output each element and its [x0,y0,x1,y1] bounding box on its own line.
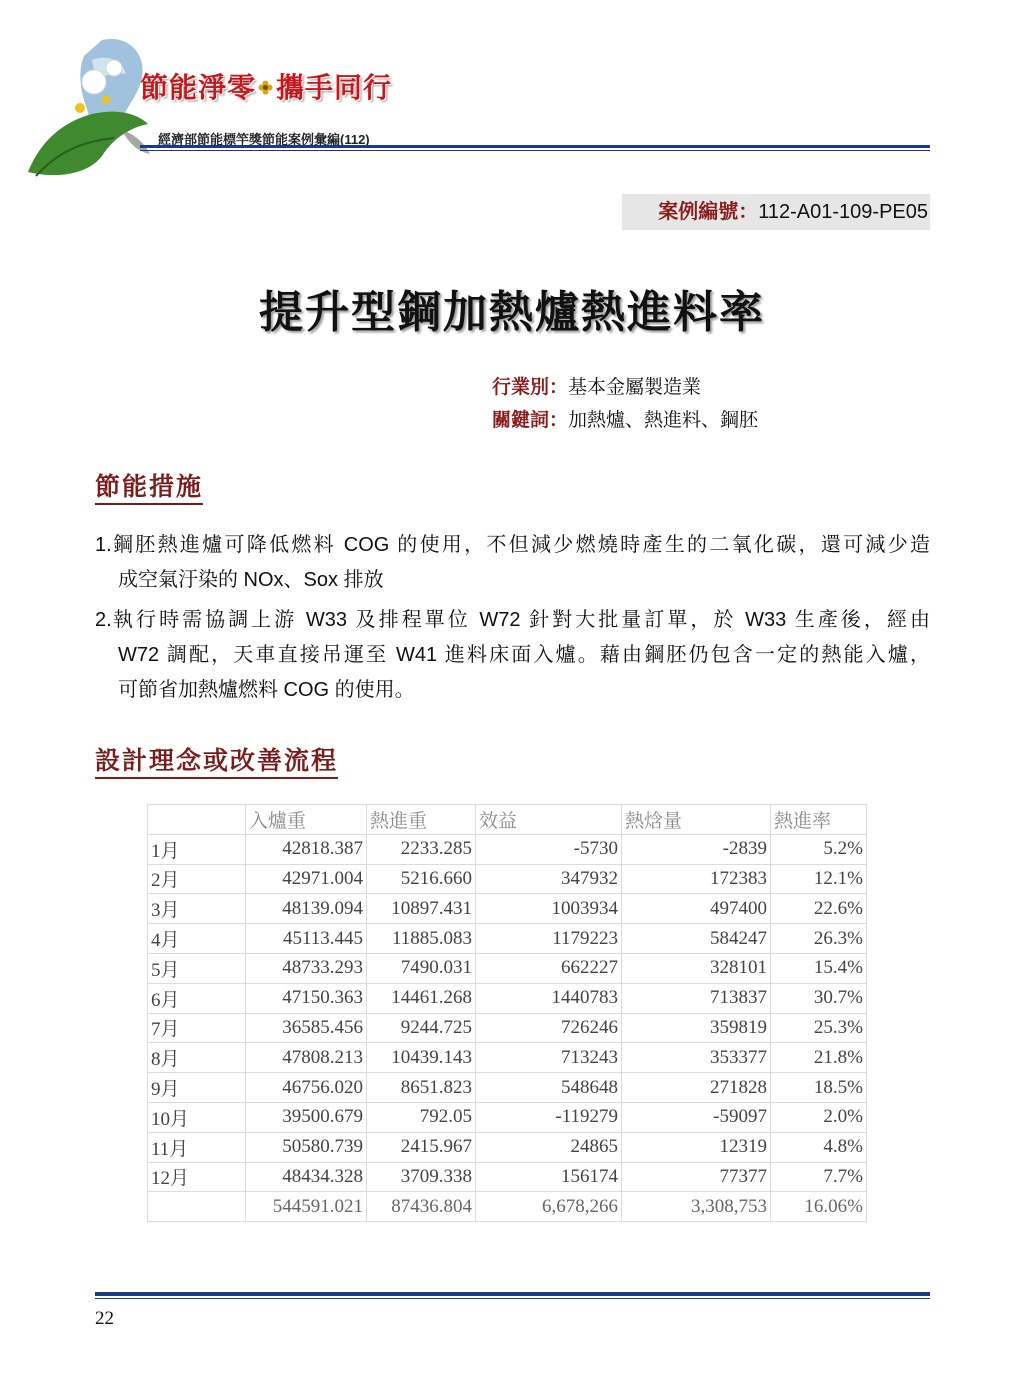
hot-charge-rate-cell: 25.3% [771,1013,867,1043]
table-row [148,1102,867,1132]
hot-charge-weight-cell: 10439.143 [367,1043,476,1073]
table-header-cell: 入爐重 [246,805,367,835]
table-header-cell [148,805,246,835]
page-number: 22 [95,1308,114,1329]
benefit-cell: 662227 [476,953,622,983]
input-weight-cell: 45113.445 [246,924,367,954]
enthalpy-cell: 353377 [622,1043,771,1073]
enthalpy-cell: 328101 [622,953,771,983]
benefit-cell: 1179223 [476,924,622,954]
month-cell: 5月 [148,953,246,983]
table-header-cell: 效益 [476,805,622,835]
table-row [148,983,867,1013]
benefit-cell: -119279 [476,1102,622,1132]
input-weight-cell: 47808.213 [246,1043,367,1073]
hot-charge-weight-cell: 7490.031 [367,953,476,983]
section-heading-design: 設計理念或改善流程 [95,746,338,779]
table-row [148,1043,867,1073]
input-weight-cell: 544591.021 [246,1192,367,1222]
month-cell: 7月 [148,1013,246,1043]
hot-charge-rate-cell: 4.8% [771,1132,867,1162]
hot-charge-rate-cell: 21.8% [771,1043,867,1073]
table-total-row [148,1192,867,1222]
input-weight-cell: 50580.739 [246,1132,367,1162]
table-header-row [148,805,867,835]
table-row [148,1162,867,1192]
industry-label: 行業別： [492,377,569,398]
benefit-cell: 24865 [476,1132,622,1162]
header-rule [140,145,930,151]
footer-rule [95,1292,930,1299]
list-item-text: 可節省加熱爐燃料 COG 的使用。 [118,679,415,701]
monthly-data-table [147,804,867,1222]
input-weight-cell: 39500.679 [246,1102,367,1132]
hot-charge-rate-cell: 15.4% [771,953,867,983]
input-weight-cell: 48139.094 [246,894,367,924]
keywords-row [492,408,758,434]
month-cell: 12月 [148,1162,246,1192]
benefit-cell: 1440783 [476,983,622,1013]
month-cell: 3月 [148,894,246,924]
enthalpy-cell: 12319 [622,1132,771,1162]
list-item-text: W72 調配，天車直接吊運至 W41 進料床面入爐。藉由鋼胚仍包含一定的熱能入爐， [118,644,930,666]
month-cell: 9月 [148,1073,246,1103]
hot-charge-weight-cell: 87436.804 [367,1192,476,1222]
hot-charge-rate-cell: 26.3% [771,924,867,954]
table-header-cell: 熱進重 [367,805,476,835]
input-weight-cell: 47150.363 [246,983,367,1013]
enthalpy-cell: 713837 [622,983,771,1013]
hot-charge-rate-cell: 2.0% [771,1102,867,1132]
enthalpy-cell: 497400 [622,894,771,924]
enthalpy-cell: 3,308,753 [622,1192,771,1222]
month-cell: 4月 [148,924,246,954]
hot-charge-rate-cell: 7.7% [771,1162,867,1192]
enthalpy-cell: 359819 [622,1013,771,1043]
month-cell: 11月 [148,1132,246,1162]
input-weight-cell: 36585.456 [246,1013,367,1043]
list-item [95,605,930,635]
table-row [148,894,867,924]
enthalpy-cell: 584247 [622,924,771,954]
table-row [148,1073,867,1103]
month-cell: 2月 [148,864,246,894]
hot-charge-rate-cell: 5.2% [771,834,867,864]
benefit-cell: 347932 [476,864,622,894]
hot-charge-weight-cell: 3709.338 [367,1162,476,1192]
table-header-cell: 熱焓量 [622,805,771,835]
brand-title-right: 攜手同行 [276,72,393,103]
benefit-cell: -5730 [476,834,622,864]
list-item [95,530,930,560]
month-cell: 8月 [148,1043,246,1073]
benefit-cell: 1003934 [476,894,622,924]
hot-charge-weight-cell: 10897.431 [367,894,476,924]
table-row [148,953,867,983]
case-number-value: 112-A01-109-PE05 [758,201,928,223]
list-item-number: 2. [95,609,112,631]
benefit-cell: 726246 [476,1013,622,1043]
input-weight-cell: 48434.328 [246,1162,367,1192]
flower-icon [258,80,273,95]
enthalpy-cell: 271828 [622,1073,771,1103]
hot-charge-weight-cell: 11885.083 [367,924,476,954]
hot-charge-weight-cell: 2415.967 [367,1132,476,1162]
industry-row [492,375,701,401]
hot-charge-rate-cell: 12.1% [771,864,867,894]
hot-charge-rate-cell: 16.06% [771,1192,867,1222]
case-number-box [622,194,930,230]
month-cell: 1月 [148,834,246,864]
case-number-label: 案例編號： [658,201,759,223]
input-weight-cell: 48733.293 [246,953,367,983]
hot-charge-weight-cell: 9244.725 [367,1013,476,1043]
publication-subtitle: 經濟部節能標竿獎節能案例彙編(112) [158,132,370,147]
hot-charge-weight-cell: 14461.268 [367,983,476,1013]
keywords-label: 關鍵詞： [492,410,569,431]
enthalpy-cell: -2839 [622,834,771,864]
list-item-text: 執行時需協調上游 W33 及排程單位 W72 針對大批量訂單，於 W33 生產後，經由 [113,609,930,631]
month-cell: 6月 [148,983,246,1013]
input-weight-cell: 46756.020 [246,1073,367,1103]
benefit-cell: 156174 [476,1162,622,1192]
benefit-cell: 6,678,266 [476,1192,622,1222]
enthalpy-cell: -59097 [622,1102,771,1132]
hot-charge-weight-cell: 2233.285 [367,834,476,864]
keywords-value: 加熱爐、熱進料、鋼胚 [568,410,759,431]
table-row [148,924,867,954]
hot-charge-weight-cell: 8651.823 [367,1073,476,1103]
brand-title-left: 節能淨零 [140,72,257,103]
list-item-text: 成空氣汙染的 NOx、Sox 排放 [118,569,384,591]
list-item-text: 鋼胚熱進爐可降低燃料 COG 的使用，不但減少燃燒時產生的二氧化碳，還可減少造 [113,534,930,556]
hot-charge-rate-cell: 22.6% [771,894,867,924]
enthalpy-cell: 172383 [622,864,771,894]
input-weight-cell: 42818.387 [246,834,367,864]
table-row [148,1132,867,1162]
industry-value: 基本金屬製造業 [568,377,702,398]
benefit-cell: 548648 [476,1073,622,1103]
table-header-cell: 熱進率 [771,805,867,835]
list-item-number: 1. [95,534,112,556]
input-weight-cell: 42971.004 [246,864,367,894]
enthalpy-cell: 77377 [622,1162,771,1192]
table-row [148,1013,867,1043]
section-heading-measures: 節能措施 [95,472,203,505]
hot-charge-rate-cell: 18.5% [771,1073,867,1103]
month-cell [148,1192,246,1222]
hot-charge-weight-cell: 5216.660 [367,864,476,894]
hot-charge-rate-cell: 30.7% [771,983,867,1013]
hot-charge-weight-cell: 792.05 [367,1102,476,1132]
month-cell: 10月 [148,1102,246,1132]
table-row [148,864,867,894]
page-title: 提升型鋼加熱爐熱進料率 [259,288,765,337]
table-row [148,834,867,864]
benefit-cell: 713243 [476,1043,622,1073]
